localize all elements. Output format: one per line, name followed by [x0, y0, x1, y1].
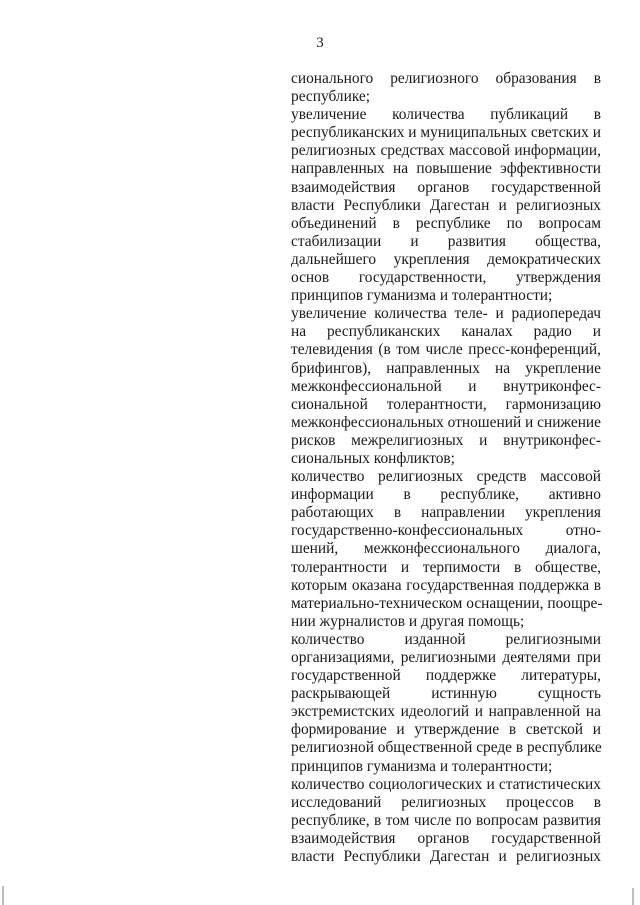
text-line: сионального религиозного образования в — [291, 70, 601, 87]
text-line: работающих в направлении укрепления — [291, 504, 601, 522]
text-line: на республиканских каналах радио и — [291, 323, 601, 341]
text-line: религиозной общественной среде в республике — [291, 739, 602, 757]
text-line: формирование и утверждение в светской и — [291, 721, 601, 739]
text-line: стабилизации и развития общества, — [291, 232, 601, 250]
text-line: количество социологических и статистических — [291, 775, 601, 793]
text-line: республиканских и муниципальных светских и — [291, 124, 601, 142]
text-line: материально-техническом оснащении, поощре- — [291, 594, 603, 612]
text-line: власти Республики Дагестан и религиозных — [291, 848, 601, 866]
scan-artifact — [632, 888, 634, 905]
text-line: нии журналистов и другая помощь; — [291, 612, 525, 630]
text-line: сиональной толерантности, гармонизацию — [291, 395, 601, 413]
text-line: направленных на повышение эффективности — [291, 160, 601, 178]
text-line: дальнейшего укрепления демократических — [291, 250, 601, 268]
text-line: взаимодействия органов государственной — [291, 829, 601, 847]
text-line: власти Республики Дагестан и религиозных — [291, 196, 601, 214]
text-line: республике; — [291, 88, 371, 106]
text-line: количество религиозных средств массовой — [291, 468, 601, 486]
text-line: телевидения (в том числе пресс-конференций, — [291, 341, 601, 359]
scan-artifact — [2, 886, 4, 905]
text-line: брифингов), направленных на укрепление — [291, 359, 601, 377]
text-line: принципов гуманизма и толерантности; — [291, 287, 553, 305]
text-line: увеличение количества теле- и радиопередач — [291, 305, 601, 323]
document-body — [291, 70, 601, 866]
text-line: основ государственности, утверждения — [291, 269, 601, 287]
text-line: межконфессиональных отношений и снижение — [291, 413, 601, 431]
text-line: экстремистских идеологий и направленной на — [291, 703, 601, 721]
text-line: религиозных средствах массовой информации, — [291, 142, 601, 160]
text-line: организациями, религиозными деятелями при — [291, 649, 601, 666]
text-line: толерантности и терпимости в обществе, — [291, 558, 601, 576]
text-line: принципов гуманизма и толерантности; — [291, 757, 553, 775]
text-line: рисков межрелигиозных и внутриконфес- — [291, 431, 601, 449]
text-line: информации в республике, активно — [291, 486, 601, 504]
text-line: сиональных конфликтов; — [291, 449, 455, 467]
page-number: 3 — [316, 35, 324, 51]
text-line: взаимодействия органов государственной — [291, 178, 601, 196]
text-line: государственно-конфессиональных отно- — [291, 522, 601, 540]
text-line: которым оказана государственная поддержка в — [291, 576, 601, 594]
text-line: объединений в республике по вопросам — [291, 214, 601, 232]
text-line: республике, в том числе по вопросам развития — [291, 811, 601, 829]
text-line: раскрывающей истинную сущность — [291, 685, 601, 703]
text-line: количество изданной религиозными — [291, 630, 601, 648]
text-line: шений, межконфессионального диалога, — [291, 540, 601, 558]
text-line: исследований религиозных процессов в — [291, 793, 601, 811]
text-line: государственной поддержке литературы, — [291, 667, 601, 685]
text-line: межконфессиональной и внутриконфес- — [291, 377, 601, 395]
text-line: увеличение количества публикаций в — [291, 106, 601, 124]
